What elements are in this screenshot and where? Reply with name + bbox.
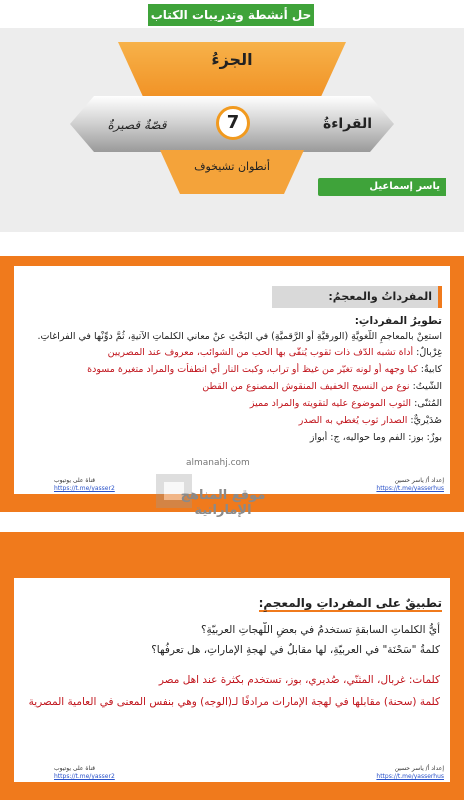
footer-channel [54,477,115,493]
author-name: أنطوان تشيخوف [194,160,270,173]
vocab-word: صُدَيْريٌّ: [410,415,442,426]
vocab-entry [18,363,442,377]
watermark-text: موقع المناهج الإماراتية [180,488,266,518]
title-slide [0,0,464,232]
footer-author: إعداد أ/ ياسر حسين [394,765,444,772]
answer-1: كلمات: غربال، المثنّي، صُديري، بوز، تستخدم بكثرة عند اهل مصر [158,674,440,686]
reading-label: القراءةُ [322,116,372,132]
part-title: الجزءُ [211,50,253,69]
vocab-meaning: الصدار ثوب يُغطي به الصدر [298,415,408,426]
vocab-entry [18,346,442,360]
application-slide-content [14,578,450,782]
application-slide [0,532,464,800]
vocabulary-subtitle: تطويرُ المفرداتِ: [354,315,442,327]
book-activities-banner: حل أنشطة وتدريبات الكتاب [148,4,314,26]
vocab-entry [18,431,442,445]
vocab-word: بوزٌ: [426,432,442,443]
footer-channel-link[interactable]: https://t.me/yasser2 [54,485,115,492]
footer-channel [54,765,115,781]
question-1: أيُّ الكلماتِ السابقةِ تستخدمُ في بعضِ اللّهجاتِ العربيّةِ؟ [200,624,440,636]
vocab-entry [18,380,442,394]
footer-channel-label: قناة على يوتيوب [54,477,96,484]
vocab-word: غِرْبالٌ: [416,347,442,358]
vocab-meaning: بوز: الفم وما حواليه، ج: أبواز [309,432,424,443]
vocab-word: المُثنّى: [414,398,442,409]
question-2: كلمةُ "سَحْنَة" في العربيّةِ، لها مقابلٌ في لهجةِ الإماراتِ، هل تعرفُها؟ [151,644,440,656]
vocabulary-section-header: المفرداتُ والمعجمُ: [272,286,442,308]
footer-credit [376,477,444,493]
short-story-label: قصّةٌ قصيرةٌ [107,118,167,132]
application-section-header: تطبيقٌ على المفرداتِ والمعجمِ: [258,596,442,610]
watermark-site: almanahj.com [186,458,250,468]
teacher-name-tag: ياسر إسماعيل [318,178,446,196]
footer-link[interactable]: https://t.me/yasserhus [376,485,444,492]
vocab-word: كابيةٌ: [420,364,442,375]
footer-credit [376,765,444,781]
vocab-meaning: نوع من النسيج الخفيف المنقوش المصنوع من القطن [202,381,410,392]
slide-footer [14,764,450,782]
vocab-entry [18,414,442,428]
vocab-meaning: أداة تشبه الدّف ذات ثقوب يُنقّى بها الحب من الشوائب، معروف عند المصريين [107,347,414,358]
unit-number-badge: 7 [216,106,250,140]
answer-2: كلمة (سحنة) مقابلها في لهجة الإمارات مرادفًا لـ(الوجه) وهي بنفس المعنى في العامية المصرية [28,696,440,708]
vocabulary-instruction: استعِنْ بالمعاجمِ اللُّغويَّةِ (الورقيَّةِ أو الرَّقميَّةِ) في البَحْثِ عنْ معاني الكلماتِ الآتيةِ، ثُمَّ دوِّنْها في الفراغاتِ. [37,331,442,342]
vocab-word: الشّيتُ: [412,381,442,392]
vocab-entry [18,397,442,411]
footer-link[interactable]: https://t.me/yasserhus [376,773,444,780]
footer-channel-label: قناة على يوتيوب [54,765,96,772]
vocab-meaning: الثوب الموضوع عليه لتقويته والمراد مميز [249,398,412,409]
footer-channel-link[interactable]: https://t.me/yasser2 [54,773,115,780]
footer-author: إعداد أ/ ياسر حسين [394,477,444,484]
vocab-meaning: كبا وجهه أو لونه تغيّر من غيظ أو تراب، وكبت النار أي انطفأت والمراد متغيرة مسودة [87,364,418,375]
